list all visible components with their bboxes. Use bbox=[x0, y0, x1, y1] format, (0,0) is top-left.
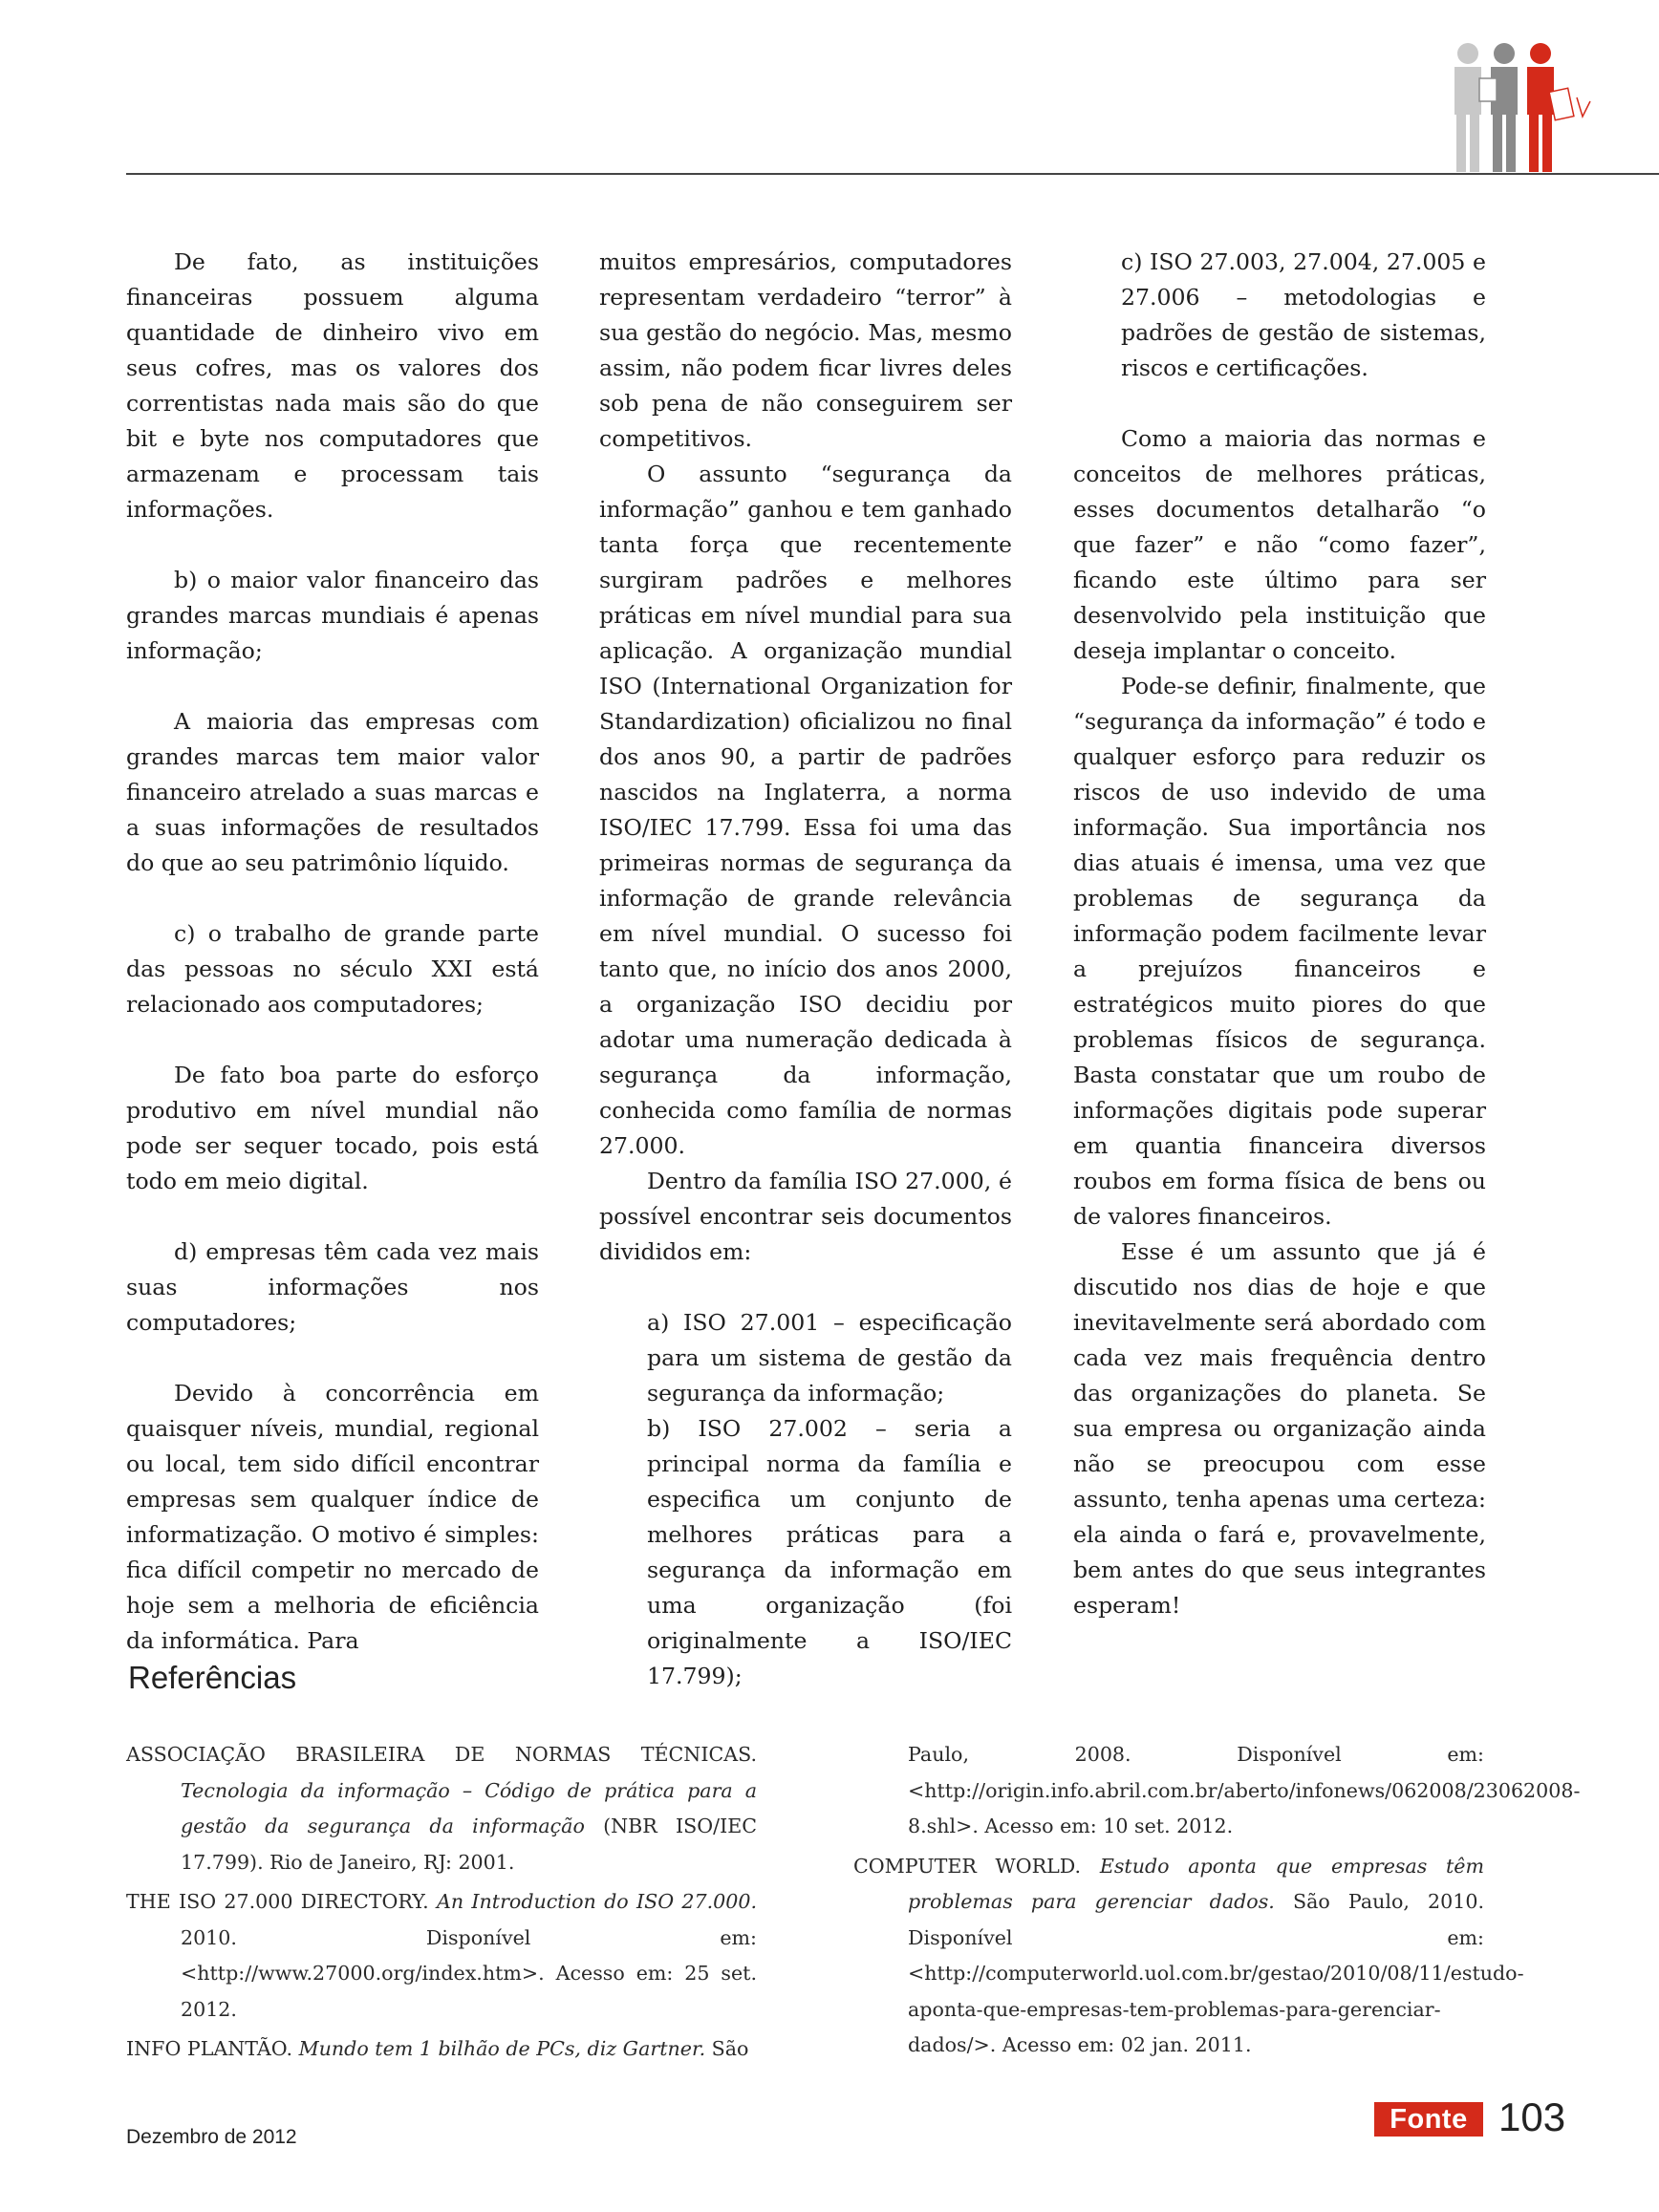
reference-details: (NBR ISO/IEC 17.799). Rio de Janeiro, RJ: 2001. bbox=[181, 1815, 758, 1874]
reference-entry bbox=[126, 1737, 757, 1880]
paragraph: Esse é um assunto que já é discutido nos dias de hoje e que inevitavelmente será abordado com cada vez mais frequência dentro das organizações do planeta. Se sua empresa ou organização ainda não se preocupou com esse assunto, tenha apenas uma certeza: ela ainda o fará e, provavelmente, bem antes do que seus integrantes esperam! bbox=[1073, 1238, 1486, 1619]
paragraph: Dentro da família ISO 27.000, é possível encontrar seis documentos divididos em: bbox=[599, 1168, 1012, 1265]
reference-details: Paulo, 2008. Disponível em: <http://origin.info.abril.com.br/aberto/infonews/062008/23062008-8.shl>. Acesso em: 10 set. 2012. bbox=[908, 1743, 1581, 1837]
reference-author: ASSOCIAÇÃO BRASILEIRA DE NORMAS TÉCNICAS. bbox=[126, 1743, 757, 1766]
reference-author: INFO PLANTÃO. bbox=[126, 2037, 293, 2060]
paragraph: Devido à concorrência em quaisquer níveis, mundial, regional ou local, tem sido difícil encontrar empresas sem qualquer índice de informatização. O motivo é simples: fica difícil competir no mercado de hoje sem a melhoria de eficiência da informática. Para bbox=[126, 1380, 539, 1654]
paragraph: c) o trabalho de grande parte das pessoas no século XXI está relacionado aos computadores; bbox=[126, 920, 539, 1018]
paragraph: muitos empresários, computadores representam verdadeiro “terror” à sua gestão do negócio. Mas, mesmo assim, não podem ficar livres deles sob pena de não conseguirem ser competitivos. bbox=[599, 248, 1012, 452]
page-number: 103 bbox=[1498, 2094, 1566, 2139]
header-rule bbox=[126, 173, 1659, 175]
reference-details: 2010. Disponível em: <http://www.27000.org/index.htm>. Acesso em: 25 set. 2012. bbox=[181, 1925, 757, 2021]
references-column-2 bbox=[853, 1737, 1581, 2068]
paragraph: d) empresas têm cada vez mais suas informações nos computadores; bbox=[126, 1238, 539, 1336]
reference-author: THE ISO 27.000 DIRECTORY. bbox=[126, 1890, 429, 1913]
paragraph: O assunto “segurança da informação” ganhou e tem ganhado tanta força que recentemente surgiram padrões e melhores práticas em nível mundial para sua aplicação. A organização mundial ISO (International Organization for Standardization) oficializou no final dos anos 90, a partir de padrões nascidos na Inglaterra, a norma ISO/IEC 17.799. Essa foi uma das primeiras normas de segurança da informação de grande relevância em nível mundial. O sucesso foi tanto que, no início dos anos 2000, a organização ISO decidiu por adotar uma numeração dedicada à segurança da informação, conhecida como família de normas 27.000. bbox=[599, 461, 1012, 1159]
issue-date: Dezembro de 2012 bbox=[126, 2126, 297, 2148]
list-item: b) ISO 27.002 – seria a principal norma da família e especifica um conjunto de melhores práticas para a segurança da informação em uma organização (foi originalmente a ISO/IEC 17.799); bbox=[647, 1415, 1012, 1689]
references-heading: Referências bbox=[128, 1660, 297, 1695]
reference-title: Mundo tem 1 bilhão de PCs, diz Gartner. bbox=[298, 2037, 706, 2060]
reference-details: São Paulo, 2010. Disponível em: <http://computerworld.uol.com.br/gestao/2010/08/11/estudo-aponta-que-empresas-tem-problemas-para-gerenciar-dados/>. Acesso em: 02 jan. 2011. bbox=[908, 1890, 1524, 2056]
reference-entry bbox=[853, 1849, 1524, 2064]
text-column-2 bbox=[599, 245, 1012, 1694]
reference-entry bbox=[126, 2031, 757, 2068]
paragraph: A maioria das empresas com grandes marcas tem maior valor financeiro atrelado a suas marcas e a suas informações de resultados do que ao seu patrimônio líquido. bbox=[126, 708, 539, 876]
text-column-1 bbox=[126, 245, 539, 1659]
paragraph: Como a maioria das normas e conceitos de melhores práticas, esses documentos detalharão “o que fazer” e não “como fazer”, ficando este último para ser desenvolvido pela instituição que deseja implantar o conceito. bbox=[1073, 425, 1486, 664]
paragraph: Pode-se definir, finalmente, que “segurança da informação” é todo e qualquer esforço para reduzir os riscos de uso indevido de uma informação. Sua importância nos dias atuais é imensa, uma vez que problemas de segurança da informação podem facilmente levar a prejuízos financeiros e estratégicos muito piores do que problemas físicos de segurança. Basta constatar que um roubo de informações digitais pode superar em quantia financeira diversos roubos em forma física de bens ou de valores financeiros. bbox=[1073, 673, 1486, 1230]
reference-title: Tecnologia da informação – Código de prática para a gestão da segurança da informação bbox=[181, 1778, 757, 1837]
magazine-logo: Fonte bbox=[1374, 2102, 1483, 2137]
reference-author: COMPUTER WORLD. bbox=[853, 1854, 1082, 1878]
reference-details: São bbox=[711, 2037, 749, 2060]
reference-entry-continued bbox=[853, 1737, 1581, 1845]
reference-title: An Introduction do ISO 27.000. bbox=[436, 1890, 757, 1913]
list-item: c) ISO 27.003, 27.004, 27.005 e 27.006 – metodologias e padrões de gestão de sistemas, riscos e certificações. bbox=[1121, 248, 1486, 381]
reference-entry bbox=[126, 1884, 757, 2028]
text-column-3 bbox=[1073, 245, 1486, 1623]
list-item: a) ISO 27.001 – especificação para um sistema de gestão da segurança da informação; bbox=[647, 1309, 1012, 1407]
paragraph: b) o maior valor financeiro das grandes marcas mundiais é apenas informação; bbox=[126, 567, 539, 664]
reference-title: Estudo aponta que empresas têm problemas para gerenciar dados. bbox=[908, 1854, 1484, 1913]
paragraph: De fato, as instituições financeiras possuem alguma quantidade de dinheiro vivo em seus cofres, mas os valores dos correntistas nada mais são do que bit e byte nos computadores que armazenam e processam tais informações. bbox=[126, 248, 539, 523]
three-people-icon bbox=[1445, 40, 1598, 174]
references-column-1 bbox=[126, 1737, 757, 2072]
paragraph: De fato boa parte do esforço produtivo em nível mundial não pode ser sequer tocado, pois está todo em meio digital. bbox=[126, 1062, 539, 1194]
